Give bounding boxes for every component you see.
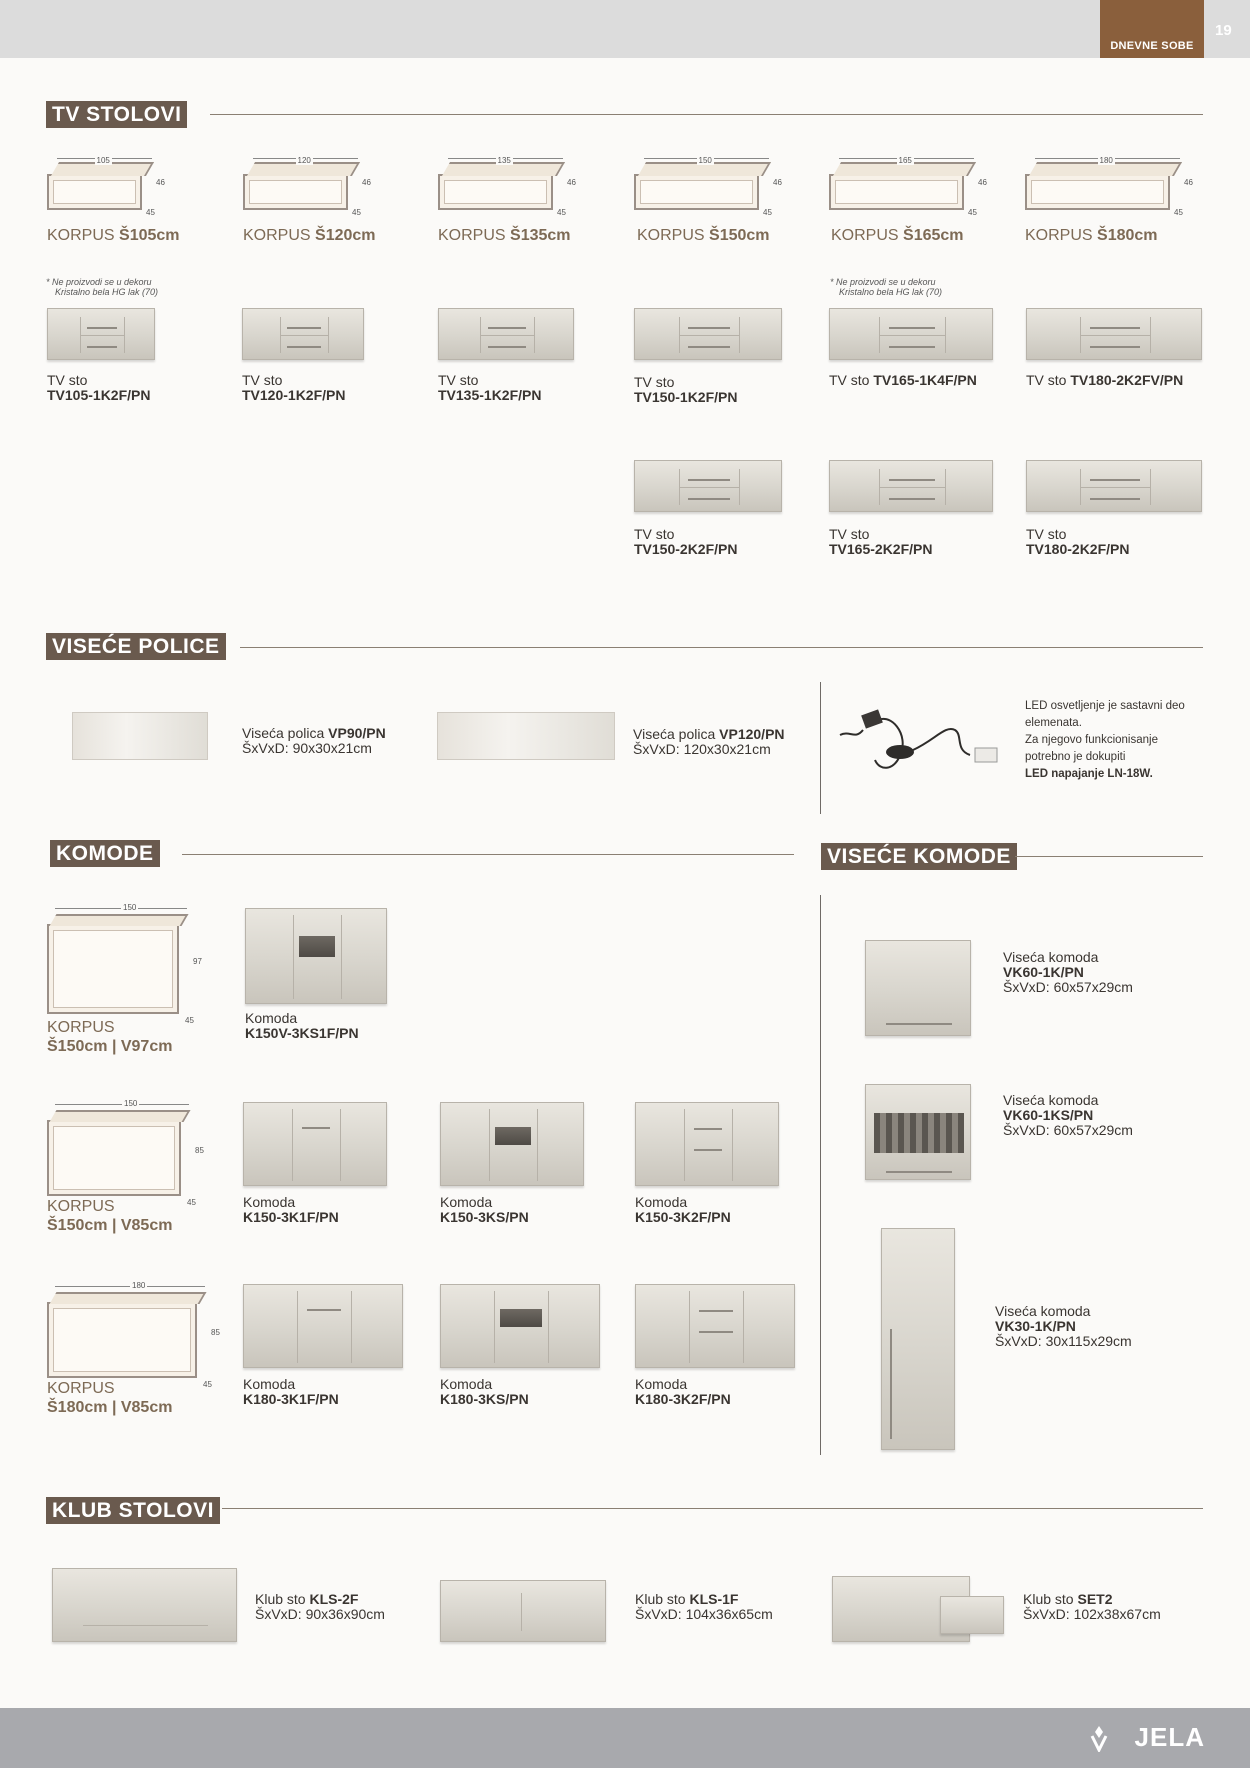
komoda-image: [245, 908, 387, 1004]
kls-2f-label: Klub sto KLS-2F ŠxVxD: 90x36x90cm: [255, 1591, 385, 1622]
korpus-frame: [47, 174, 142, 210]
korpus-frame: [634, 174, 759, 210]
shelf-vp120-image: [437, 712, 615, 760]
tv-stand-label: TV sto TV150-1K2F/PN: [634, 374, 738, 405]
dim-height: 46: [1184, 178, 1193, 187]
korpus-top: [50, 914, 189, 926]
korpus-label: KORPUS Š150cm | V85cm: [47, 1198, 173, 1234]
tv-stand-image: [829, 460, 993, 512]
komoda-label: Komoda K180-3KS/PN: [440, 1376, 529, 1407]
korpus-frame-inner: [53, 1308, 191, 1372]
section-title-tv: TV STOLOVI: [46, 101, 187, 128]
komoda-label: Komoda K150-3K1F/PN: [243, 1194, 339, 1225]
tv-stand-image: [1026, 460, 1202, 512]
vk60-1k-label: Viseća komoda VK60-1K/PN ŠxVxD: 60x57x29cm: [1003, 949, 1133, 995]
dim-height: 46: [362, 178, 371, 187]
korpus-frame-inner: [835, 180, 958, 204]
brand-logo: JELA: [1134, 1722, 1205, 1752]
korpus-frame: [47, 1120, 181, 1196]
dim-depth: 45: [1174, 208, 1183, 217]
korpus-label: KORPUS Š120cm: [243, 227, 376, 244]
tv-stand-image: [242, 308, 364, 360]
korpus-top: [50, 1292, 207, 1304]
dim-depth: 45: [185, 1016, 194, 1025]
komoda-image: [243, 1284, 403, 1368]
korpus-diagram: [634, 158, 789, 218]
korpus-diagram: [243, 158, 378, 218]
korpus-label: KORPUS Š150cm: [637, 227, 770, 244]
jela-logo-icon: [1088, 1724, 1110, 1752]
set2-label: Klub sto SET2 ŠxVxD: 102x38x67cm: [1023, 1591, 1161, 1622]
tv-stand-label: TV sto TV105-1K2F/PN: [47, 372, 151, 403]
korpus-frame: [829, 174, 964, 210]
footer-bar: [0, 1708, 1250, 1768]
dim-height: 97: [193, 957, 202, 966]
note-line-2b: Kristalno bela HG lak (70): [839, 287, 943, 297]
dim-depth: 45: [968, 208, 977, 217]
shelf-vp120-label: Viseća polica VP120/PN ŠxVxD: 120x30x21cm: [633, 726, 785, 757]
tv-stand-image: [634, 308, 782, 360]
korpus-frame-inner: [444, 180, 547, 204]
top-bar: [0, 0, 1250, 58]
korpus-diagram: [1025, 158, 1200, 218]
tv-stand-image: [438, 308, 574, 360]
section-tab: DNEVNE SOBE: [1100, 0, 1204, 58]
divider: [210, 114, 1203, 115]
korpus-frame: [47, 924, 179, 1014]
set2-small-table: [940, 1596, 1004, 1634]
tv-stand-image: [1026, 308, 1202, 360]
dim-depth: 45: [557, 208, 566, 217]
korpus-frame: [47, 1302, 197, 1378]
dim-width: 150: [124, 1099, 138, 1108]
korpus-frame: [1025, 174, 1170, 210]
dim-width: 165: [898, 156, 912, 165]
tv-stand-image: [47, 308, 155, 360]
section-title-komode: KOMODE: [50, 840, 160, 867]
komoda-label: Komoda K150-3K2F/PN: [635, 1194, 731, 1225]
dim-height: 46: [156, 178, 165, 187]
note-line-1b: * Ne proizvodi se u dekoru: [830, 277, 936, 287]
korpus-label: KORPUS Š135cm: [438, 227, 571, 244]
tv-stand-image: [634, 460, 782, 512]
tv-stand-label: TV sto TV165-1K4F/PN: [829, 372, 977, 388]
tv-stand-label: TV sto TV135-1K2F/PN: [438, 372, 542, 403]
dim-depth: 45: [352, 208, 361, 217]
dim-height: 85: [211, 1328, 220, 1337]
korpus-diagram: [47, 158, 172, 218]
dim-height: 46: [978, 178, 987, 187]
vk60-1ks-label: Viseća komoda VK60-1KS/PN ŠxVxD: 60x57x29cm: [1003, 1092, 1133, 1138]
kls-1f-image: [440, 1580, 606, 1642]
section-title-klub: KLUB STOLOVI: [46, 1497, 220, 1524]
korpus-frame-inner: [249, 180, 342, 204]
komoda-image: [635, 1284, 795, 1368]
dim-height: 85: [195, 1146, 204, 1155]
dim-width: 105: [96, 156, 110, 165]
note-line-2: Kristalno bela HG lak (70): [55, 287, 159, 297]
section-title-visece-komode: VISEĆE KOMODE: [821, 843, 1017, 870]
komoda-image: [440, 1284, 600, 1368]
kls-2f-image: [52, 1568, 237, 1642]
tv-stand-label: TV sto TV165-2K2F/PN: [829, 526, 933, 557]
led-adapter-image: [835, 700, 1007, 780]
vk60-1k-image: [865, 940, 971, 1036]
korpus-frame-inner: [53, 930, 173, 1008]
korpus-frame-inner: [53, 180, 136, 204]
divider: [182, 854, 794, 855]
korpus-frame: [243, 174, 348, 210]
komoda-image: [243, 1102, 387, 1186]
vk30-1k-label: Viseća komoda VK30-1K/PN ŠxVxD: 30x115x29cm: [995, 1303, 1132, 1349]
vertical-divider: [820, 895, 821, 1455]
dim-depth: 45: [187, 1198, 196, 1207]
page-number: 19: [1215, 22, 1232, 39]
dim-width: 180: [132, 1281, 146, 1290]
dim-width: 180: [1099, 156, 1113, 165]
divider: [222, 1508, 1203, 1509]
vertical-divider: [820, 682, 821, 814]
komoda-label: Komoda K150V-3KS1F/PN: [245, 1010, 359, 1041]
note-line-1: * Ne proizvodi se u dekoru: [46, 277, 152, 287]
vk30-1k-image: [881, 1228, 955, 1450]
dim-depth: 45: [146, 208, 155, 217]
dim-width: 150: [123, 903, 137, 912]
tv-stand-label: TV sto TV150-2K2F/PN: [634, 526, 738, 557]
korpus-frame: [438, 174, 553, 210]
tv-stand-label: TV sto TV180-2K2F/PN: [1026, 526, 1130, 557]
dim-width: 120: [297, 156, 311, 165]
komoda-label: Komoda K180-3K2F/PN: [635, 1376, 731, 1407]
korpus-frame-inner: [53, 1126, 175, 1190]
komoda-label: Komoda K180-3K1F/PN: [243, 1376, 339, 1407]
tv-stand-image: [829, 308, 993, 360]
dim-height: 46: [567, 178, 576, 187]
kls-1f-label: Klub sto KLS-1F ŠxVxD: 104x36x65cm: [635, 1591, 773, 1622]
korpus-label: KORPUS Š180cm: [1025, 227, 1158, 244]
tv-stand-label: TV sto TV180-2K2FV/PN: [1026, 372, 1184, 388]
vk60-1ks-image: [865, 1084, 971, 1180]
shelf-vp90-label: Viseća polica VP90/PN ŠxVxD: 90x30x21cm: [242, 725, 386, 756]
dim-width: 135: [497, 156, 511, 165]
section-title-police: VISEĆE POLICE: [46, 633, 226, 660]
shelf-vp90-image: [72, 712, 208, 760]
komoda-image: [440, 1102, 584, 1186]
korpus-frame-inner: [640, 180, 753, 204]
dim-height: 46: [773, 178, 782, 187]
korpus-frame-inner: [1031, 180, 1164, 204]
komoda-image: [635, 1102, 779, 1186]
dim-depth: 45: [203, 1380, 212, 1389]
korpus-label: KORPUS Š105cm: [47, 227, 180, 244]
dim-depth: 45: [763, 208, 772, 217]
korpus-top: [50, 1110, 191, 1122]
korpus-diagram: [438, 158, 583, 218]
korpus-label: KORPUS Š180cm | V85cm: [47, 1380, 173, 1416]
dim-width: 150: [698, 156, 712, 165]
korpus-label: KORPUS Š150cm | V97cm: [47, 1019, 173, 1055]
divider: [1015, 856, 1203, 857]
divider: [240, 647, 1203, 648]
komoda-label: Komoda K150-3KS/PN: [440, 1194, 529, 1225]
korpus-diagram: [47, 903, 219, 1032]
tv-stand-label: TV sto TV120-1K2F/PN: [242, 372, 346, 403]
korpus-diagram: [829, 158, 994, 218]
led-info: LED osvetljenje je sastavni deo elemenata. Za njegovo funkcionisanje potrebno je dokupiti LED napajanje LN-18W.: [1025, 700, 1185, 780]
korpus-label: KORPUS Š165cm: [831, 227, 964, 244]
